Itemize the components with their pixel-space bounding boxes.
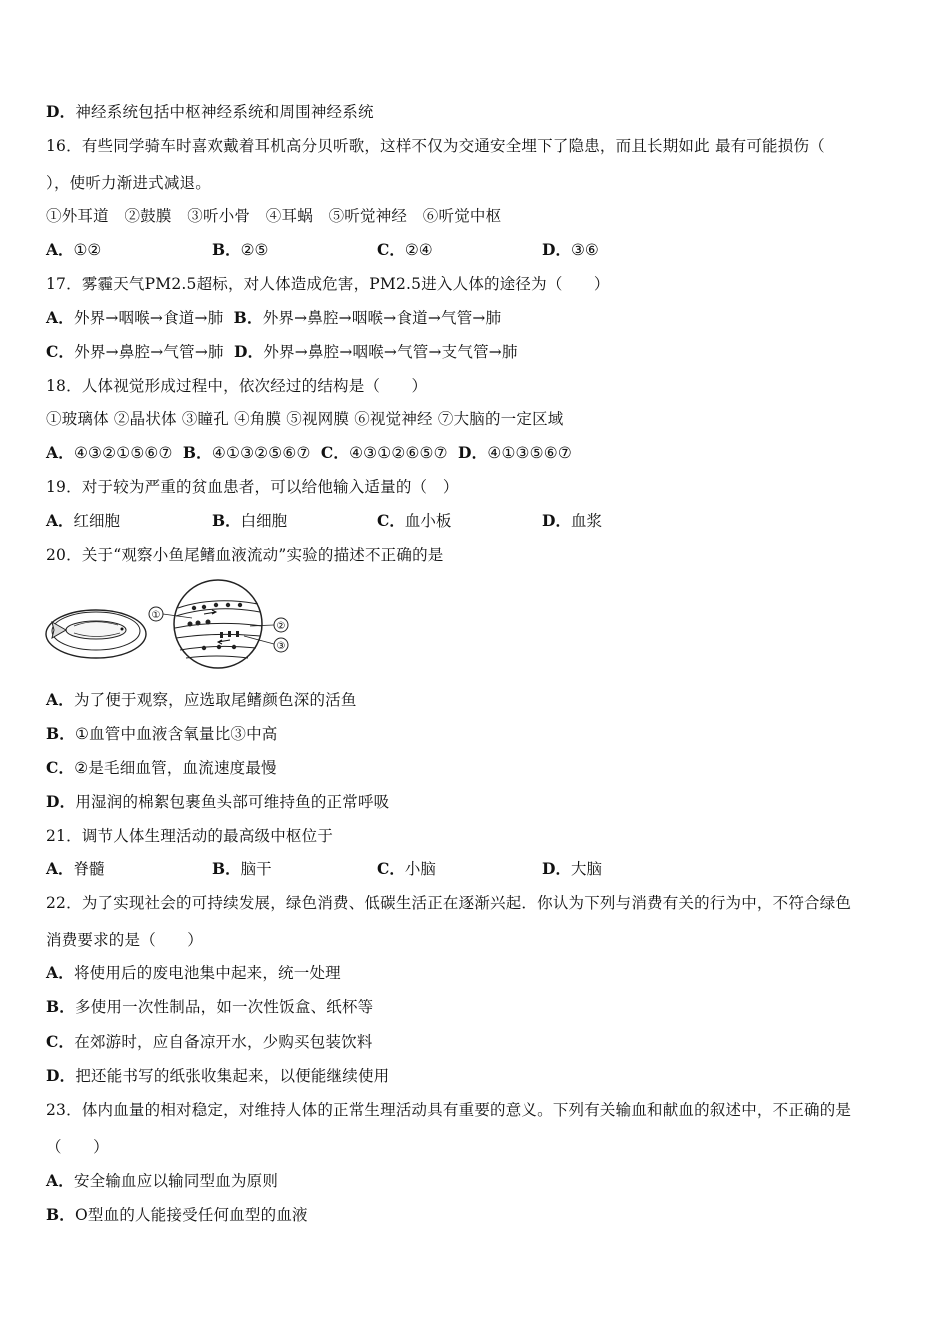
q23-stem-cont: （ ） xyxy=(46,1138,109,1156)
magnified-view xyxy=(174,580,262,668)
fish-tail-blood-flow-figure xyxy=(44,578,294,670)
q17-stem: 17．雾霾天气PM2.5超标，对人体造成危害，PM2.5进入人体的途径为（ ） xyxy=(46,275,610,293)
q22-option-a: A．将使用后的废电池集中起来，统一处理 xyxy=(46,963,341,982)
q19-option-b: B．白细胞 xyxy=(212,511,288,530)
label-2: ② xyxy=(276,621,286,632)
q22-option-c: C．在郊游时，应自备凉开水，少购买包装饮料 xyxy=(46,1032,373,1051)
q20-option-d: D．用湿润的棉絮包裹鱼头部可维持鱼的正常呼吸 xyxy=(46,792,390,811)
q19-stem: 19．对于较为严重的贫血患者，可以给他输入适量的（ ） xyxy=(46,478,459,496)
q20-stem: 20．关于“观察小鱼尾鳍血液流动”实验的描述不正确的是 xyxy=(46,546,444,564)
fish-eye xyxy=(121,628,124,631)
q16-option-d: D．③⑥ xyxy=(542,240,599,259)
q19-option-a: A．红细胞 xyxy=(46,511,121,530)
q21-option-a: A．脊髓 xyxy=(46,859,105,878)
q16-option-a: A．①② xyxy=(46,240,102,259)
q22-option-d: D．把还能书写的纸张收集起来，以便能继续使用 xyxy=(46,1066,390,1085)
q20-option-c: C．②是毛细血管，血流速度最慢 xyxy=(46,758,277,777)
q16-option-b: B．②⑤ xyxy=(212,240,269,259)
q23-option-a: A．安全输血应以输同型血为原则 xyxy=(46,1171,279,1190)
q23-stem: 23．体内血量的相对稳定，对维持人体的正常生理活动具有重要的意义。下列有关输血和献血的叙述中，不正确的是 xyxy=(46,1101,852,1119)
q20-option-a: A．为了便于观察，应选取尾鳍颜色深的活鱼 xyxy=(46,690,357,709)
q18-items: ①玻璃体 ②晶状体 ③瞳孔 ④角膜 ⑤视网膜 ⑥视觉神经 ⑦大脑的一定区域 xyxy=(46,410,564,428)
q19-option-c: C．血小板 xyxy=(377,511,452,530)
option-label: D． xyxy=(46,102,76,121)
q16-stem-cont: ），使听力渐进式减退。 xyxy=(46,174,211,192)
q22-stem-cont: 消费要求的是（ ） xyxy=(46,931,204,949)
q17-options-cd: C．外界→鼻腔→气管→肺 D．外界→鼻腔→咽喉→气管→支气管→肺 xyxy=(46,342,518,361)
q21-option-b: B．脑干 xyxy=(212,859,272,878)
q18-stem: 18．人体视觉形成过程中，依次经过的结构是（ ） xyxy=(46,377,428,395)
q22-option-b: B．多使用一次性制品，如一次性饭盒、纸杯等 xyxy=(46,997,374,1016)
q15-option-d xyxy=(46,101,374,123)
q16-items: ①外耳道 ②鼓膜 ③听小骨 ④耳蜗 ⑤听觉神经 ⑥听觉中枢 xyxy=(46,207,502,225)
q23-option-b: B．O型血的人能接受任何血型的血液 xyxy=(46,1205,308,1224)
q16-stem: 16．有些同学骑车时喜欢戴着耳机高分贝听歌，这样不仅为交通安全埋下了隐患，而且长期如此 最有可能损伤（ xyxy=(46,137,825,155)
q18-options: A．④③②①⑤⑥⑦ B．④①③②⑤⑥⑦ C．④③①②⑥⑤⑦ D．④①③⑤⑥⑦ xyxy=(46,443,572,462)
q21-stem: 21．调节人体生理活动的最高级中枢位于 xyxy=(46,827,334,845)
fish-tail xyxy=(52,622,66,638)
label-3: ③ xyxy=(276,641,286,652)
q16-option-c: C．②④ xyxy=(377,240,433,259)
q17-options-ab: A．外界→咽喉→食道→肺 B．外界→鼻腔→咽喉→食道→气管→肺 xyxy=(46,308,502,327)
option-text: 神经系统包括中枢神经系统和周围神经系统 xyxy=(75,103,374,121)
q22-stem: 22．为了实现社会的可持续发展，绿色消费、低碳生活正在逐渐兴起．你认为下列与消费有关的行为中，不符合绿色 xyxy=(46,894,852,912)
q19-option-d: D．血浆 xyxy=(542,511,602,530)
q21-option-d: D．大脑 xyxy=(542,859,602,878)
q20-option-b: B．①血管中血液含氧量比③中高 xyxy=(46,724,278,743)
label-1: ① xyxy=(151,610,161,621)
q21-option-c: C．小脑 xyxy=(377,859,436,878)
